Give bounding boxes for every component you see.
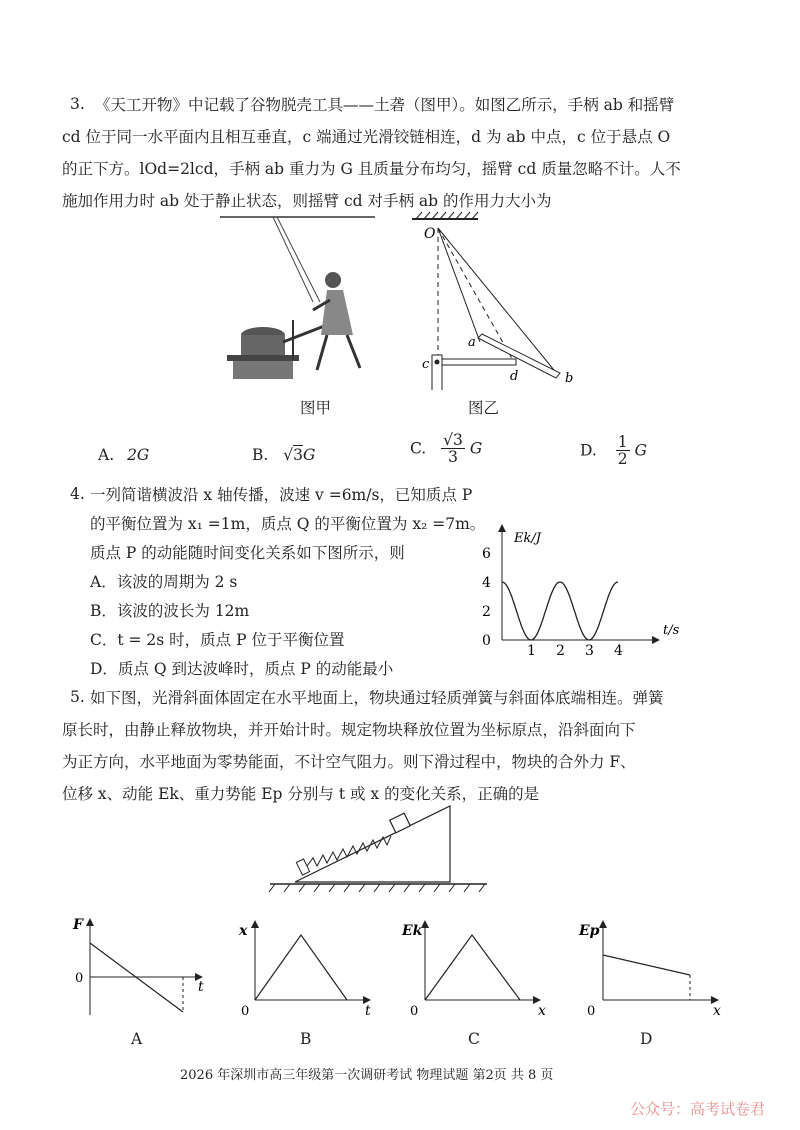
graph-d-caption: D [640,1030,653,1048]
graph-b-xlabel: t [365,1003,371,1019]
x-axis-arrow [652,636,660,644]
option-letter: C. [410,439,427,458]
q4-line-1: 一列简谐横波沿 x 轴传播，波速 v =6m/s，已知质点 P [90,486,473,504]
q3-option-a[interactable] [98,446,149,464]
q3-line-2: cd 位于同一水平面内且相互垂直，c 端通过光滑铰链相连，d 为 ab 中点，c 位于悬点 O [62,128,671,146]
option-value: 2G [127,446,150,464]
x-tick-label: 1 [527,643,536,659]
q5-line-4: 位移 x、动能 Ek、重力势能 Ep 分别与 t 或 x 的变化关系，正确的是 [62,785,540,803]
figure-yi-diagram [410,210,585,390]
q4-number: 4. [70,485,85,503]
ek-time-chart [470,520,700,665]
figure-yi-caption: 图乙 [468,399,500,417]
graph-d[interactable] [575,915,735,1020]
graph-c-origin: 0 [410,1004,419,1019]
graph-a-origin: 0 [75,971,84,986]
ek-series-line [502,582,618,640]
y-axis-arrow [498,524,506,532]
q4-line-2: 的平衡位置为 x₁ =1m，质点 Q 的平衡位置为 x₂ =7m。 [90,515,486,533]
q5-line-3: 为正方向，水平地面为零势能面，不计空气阻力。则下滑过程中，物块的合外力 F、 [62,753,636,771]
graph-c-xlabel: x [538,1003,546,1019]
q3-line-4: 施加作用力时 ab 处于静止状态，则摇臂 cd 对手柄 ab 的作用力大小为 [62,192,552,210]
fraction-numerator: 1 [617,433,628,451]
graph-a-caption: A [131,1030,143,1048]
graph-c-ylabel: Ek [402,923,423,939]
page-footer: 2026 年深圳市高三年级第一次调研考试 物理试题 第2页 共 8 页 [180,1068,554,1083]
figure-jia-illustration [215,210,385,385]
q4-line-3: 质点 P 的动能随时间变化关系如下图所示，则 [90,544,405,562]
graph-b[interactable] [235,915,395,1020]
graph-d-ylabel: Ep [579,923,600,939]
y-tick-label: 4 [482,575,491,591]
fraction-denominator: 3 [448,448,458,466]
graph-b-ylabel: x [239,923,248,939]
graph-b-origin: 0 [241,1004,250,1019]
fraction-numerator: √3 [443,431,463,449]
y-tick-label: 0 [482,633,491,649]
graph-d-origin: 0 [587,1004,596,1019]
q3-line-1: 《天工开物》中记载了谷物脱壳工具——土砻（图甲）。如图乙所示，手柄 ab 和摇臂 [95,96,675,114]
q3-option-d[interactable] [580,434,647,467]
q5-line-2: 原长时，由静止释放物块，并开始计时。规定物块释放位置为坐标原点，沿斜面向下 [62,721,636,739]
q4-option-d[interactable]: D．质点 Q 到达波峰时，质点 P 的动能最小 [90,660,394,678]
graph-c[interactable] [400,915,565,1020]
label-d: d [510,369,519,384]
option-letter: A. [98,446,115,464]
option-tail: G [303,446,316,464]
x-tick-label: 4 [614,643,623,659]
fraction-denominator: 2 [617,450,628,468]
option-letter: B. [252,446,269,464]
q5-line-1: 如下图，光滑斜面体固定在水平地面上，物块通过轻质弹簧与斜面体底端相连。弹簧 [90,689,664,707]
sqrt-radicand: 3 [293,446,304,464]
option-letter: D. [580,441,597,460]
incline-spring-diagram [265,800,495,895]
graph-a[interactable] [65,915,225,1020]
graph-a-ylabel: F [73,917,83,933]
label-b: b [565,371,574,386]
graph-d-xlabel: x [713,1003,721,1019]
option-tail: G [634,441,647,460]
q3-line-3: 的正下方。lOd=2lcd，手柄 ab 重力为 G 且质量分布均匀，摇臂 cd 质量忽略不计。人不 [62,160,681,178]
q5-number: 5. [70,688,85,706]
x-axis-label: t/s [663,623,680,638]
q4-option-a[interactable]: A．该波的周期为 2 s [90,573,238,591]
x-tick-label: 2 [556,643,565,659]
graph-a-xlabel: t [198,979,204,995]
q3-option-b[interactable]: B. √3G [252,446,316,464]
x-tick-label: 3 [585,643,594,659]
q4-option-b[interactable]: B．该波的波长为 12m [90,602,250,620]
figure-jia-caption: 图甲 [300,399,332,417]
graph-b-caption: B [300,1030,312,1048]
label-c: c [422,357,430,372]
y-tick-label: 6 [482,546,491,562]
y-tick-label: 2 [482,604,491,620]
label-a: a [468,335,476,350]
label-O: O [424,226,436,242]
q4-option-c[interactable]: C．t = 2s 时，质点 P 位于平衡位置 [90,631,345,649]
q3-option-c[interactable] [410,432,482,465]
option-tail: G [469,439,483,458]
y-axis-label: Ek/J [514,531,541,546]
watermark-text: 公众号：高考试卷君 [630,1100,766,1118]
graph-c-caption: C [468,1030,480,1048]
q3-number: 3. [70,95,85,113]
